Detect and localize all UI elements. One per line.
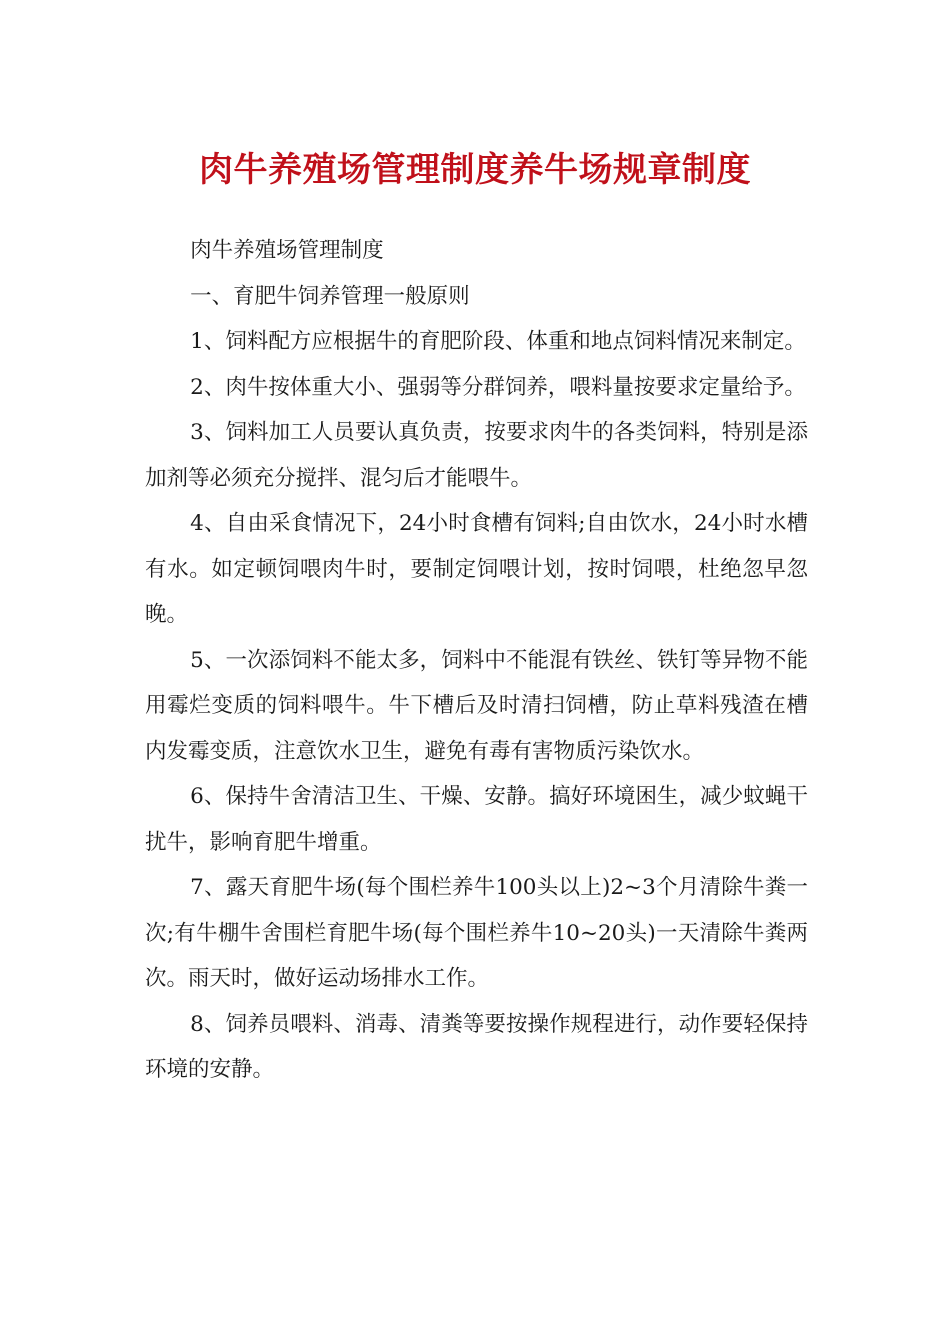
subsection-heading-text: 一、育肥牛饲养管理一般原则 <box>190 283 470 309</box>
rule-paragraph-8: 8、饲养员喂料、消毒、清粪等要按操作规程进行，动作要轻保持环境的安静。 <box>145 1011 808 1082</box>
rule-paragraph-1: 1、饲料配方应根据牛的育肥阶段、体重和地点饲料情况来制定。 <box>190 329 806 354</box>
rule-paragraph-4: 4、自由采食情况下，24小时食槽有饲料;自由饮水，24小时水槽有水。如定顿饲喂肉牛时，要制定饲喂计划，按时饲喂，杜绝忽早忽晚。 <box>145 511 808 627</box>
rule-paragraph-2: 2、肉牛按体重大小、强弱等分群饲养，喂料量按要求定量给予。 <box>190 374 806 400</box>
rule-paragraph-3: 3、饲料加工人员要认真负责，按要求肉牛的各类饲料，特别是添加剂等必须充分搅拌、混匀后才能喂牛。 <box>145 420 808 491</box>
document-title: 肉牛养殖场管理制度养牛场规章制度 <box>199 150 751 190</box>
rule-paragraph-5: 5、一次添饲料不能太多，饲料中不能混有铁丝、铁钉等异物不能用霉烂变质的饲料喂牛。牛下槽后及时清扫饲槽，防止草料残渣在槽内发霉变质，注意饮水卫生，避免有毒有害物质污染饮水。 <box>145 647 808 764</box>
section-heading-text: 肉牛养殖场管理制度 <box>190 238 384 263</box>
document-body <box>145 228 808 1093</box>
rule-paragraph-7: 7、露天育肥牛场(每个围栏养牛100头以上)2~3个月清除牛粪一次;有牛棚牛舍围栏育肥牛场(每个围栏养牛10~20头)一天清除牛粪两次。雨天时，做好运动场排水工作。 <box>145 875 808 991</box>
rule-paragraph-6: 6、保持牛舍清洁卫生、干燥、安静。搞好环境困生，减少蚊蝇干扰牛，影响育肥牛增重。 <box>145 784 808 855</box>
